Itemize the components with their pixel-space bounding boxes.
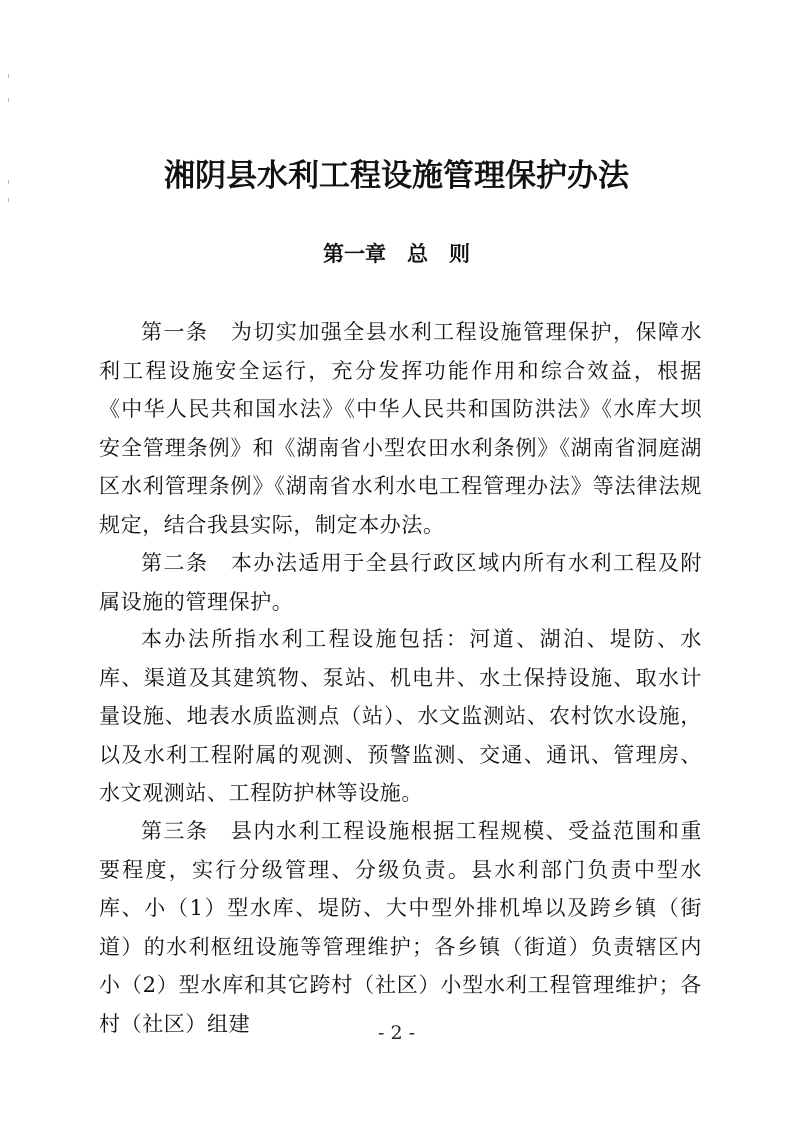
scan-mark bbox=[8, 98, 9, 102]
article-1-paragraph: 第一条 为切实加强全县水利工程设施管理保护，保障水利工程设施安全运行，充分发挥功能作用和综合效益，根据《中华人民共和国水法》《中华人民共和国防洪法》《水库大坝安全管理条例》和《湖南省小型农田水利条例》《湖南省洞庭湖区水利管理条例》《湖南省水利水电工程管理办法》等法律法规规定，结合我县实际，制定本办法。 bbox=[99, 320, 702, 537]
facilities-definition-paragraph: 本办法所指水利工程设施包括：河道、湖泊、堤防、水库、渠道及其建筑物、泵站、机电井、水土保持设施、取水计量设施、地表水质监测点（站）、水文监测站、农村饮水设施，以及水利工程附属的观测、预警监测、交通、通讯、管理房、水文观测站、工程防护林等设施。 bbox=[99, 627, 702, 805]
scan-mark bbox=[8, 198, 9, 202]
page-number: - 2 - bbox=[377, 1022, 415, 1044]
chapter-heading: 第一章 总 则 bbox=[323, 242, 470, 266]
article-2-paragraph: 第二条 本办法适用于全县行政区域内所有水利工程及附属设施的管理保护。 bbox=[99, 551, 702, 614]
article-3-paragraph: 第三条 县内水利工程设施根据工程规模、受益范围和重要程度，实行分级管理、分级负责。县水利部门负责中型水库、小（1）型水库、堤防、大中型外排机埠以及跨乡镇（街道）的水利枢纽设施等管理维护；各乡镇（街道）负责辖区内小（2）型水库和其它跨村（社区）小型水利工程管理维护；各村（社区）组建 bbox=[99, 819, 702, 1036]
scan-mark bbox=[8, 74, 9, 78]
document-title: 湘阴县水利工程设施管理保护办法 bbox=[164, 158, 629, 194]
